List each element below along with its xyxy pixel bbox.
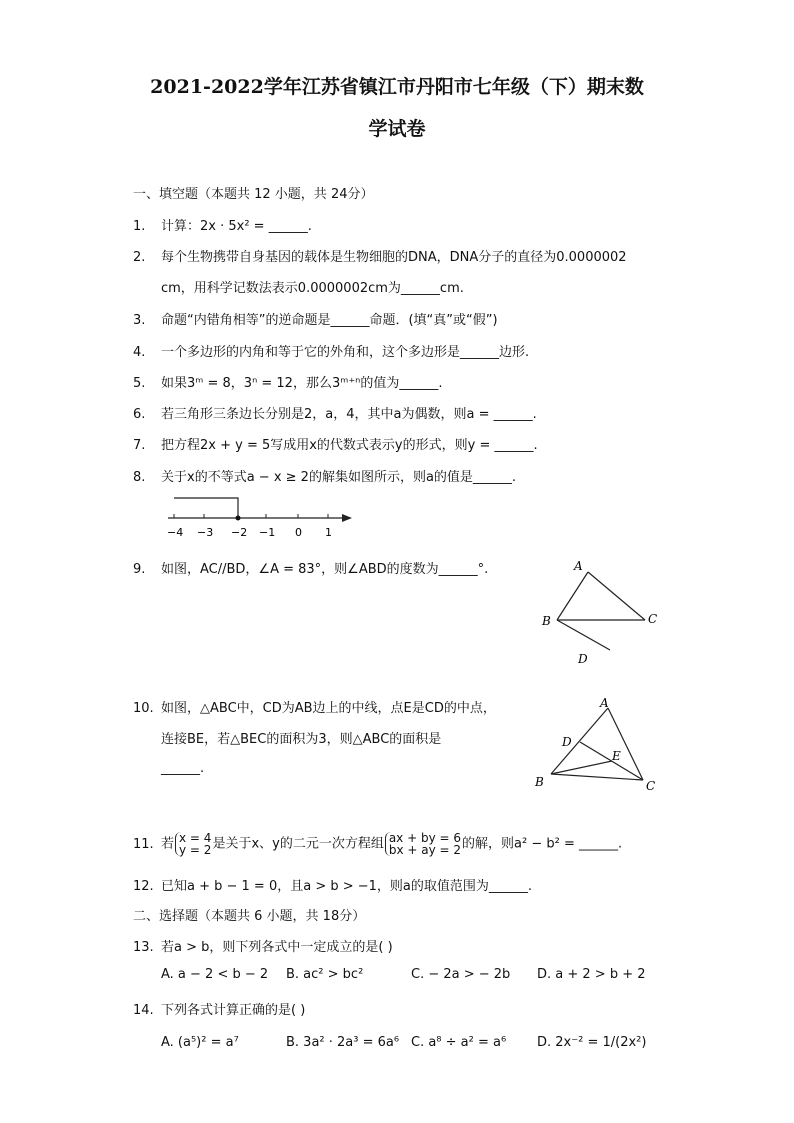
tick-label: −3: [197, 526, 214, 539]
label-e: E: [612, 749, 621, 763]
question-10-cont2: ______.: [161, 761, 205, 776]
question-10: 10. 如图，△ABC中，CD为AB边上的中线，点E是CD的中点，: [133, 701, 496, 716]
option-a: A. a − 2 < b − 2: [161, 967, 269, 982]
question-14: 14. 下列各式计算正确的是( ): [133, 1003, 306, 1018]
equation-system-2: ax + by = 6 bx + ay = 2: [385, 832, 461, 856]
label-c: C: [646, 779, 656, 793]
question-12: 12. 已知a + b − 1 = 0，且a > b > −1，则a的取值范围为______.: [133, 879, 533, 894]
label-d: D: [562, 735, 572, 749]
question-8: 8. 关于x的不等式a − x ≥ 2的解集如图所示，则a的值是______.: [133, 470, 517, 485]
tick-label: −1: [259, 526, 276, 539]
question-2: 2. 每个生物携带自身基因的载体是生物细胞的DNA，DNA分子的直径为0.0000002: [133, 250, 627, 265]
tick-label: −2: [231, 526, 248, 539]
question-7: 7. 把方程2x + y = 5写成用x的代数式表示y的形式，则y = ______.: [133, 438, 538, 453]
question-4: 4. 一个多边形的内角和等于它的外角和，这个多边形是______边形.: [133, 345, 530, 360]
label-a: A: [600, 696, 609, 710]
option-b: B. ac² > bc²: [286, 967, 364, 982]
section-fill-blank: 一、填空题（本题共 12 小题，共 24分）: [133, 187, 374, 202]
question-13: 13. 若a > b，则下列各式中一定成立的是( ): [133, 940, 393, 955]
option-c: C. − 2a > − 2b: [411, 967, 511, 982]
option-b: B. 3a² · 2a³ = 6a⁶: [286, 1035, 400, 1050]
label-a: A: [574, 559, 583, 573]
option-d: D. 2x⁻² = 1/(2x²): [537, 1035, 647, 1050]
numberline-figure: [160, 492, 360, 542]
tick-label: −4: [167, 526, 184, 539]
doc-title-line1: 2021-2022学年江苏省镇江市丹阳市七年级（下）期末数: [150, 76, 644, 98]
question-5: 5. 如果3ᵐ = 8，3ⁿ = 12，那么3ᵐ⁺ⁿ的值为______.: [133, 376, 443, 391]
label-c: C: [648, 612, 658, 626]
option-d: D. a + 2 > b + 2: [537, 967, 646, 982]
question-9: 9. 如图，AC//BD，∠A = 83°，则∠ABD的度数为______°.: [133, 562, 489, 577]
option-a: A. (a⁵)² = a⁷: [161, 1035, 239, 1050]
question-11: 11. 若 x = 4 y = 2是关于x、y的二元一次方程组 ax + by = 6 bx + ay = 2的解，则a² − b² = ______.: [133, 831, 623, 857]
doc-title-line2: 学试卷: [368, 118, 426, 140]
question-3: 3. 命题“内错角相等”的逆命题是______命题．(填“真”或“假”): [133, 313, 498, 328]
option-c: C. a⁸ ÷ a² = a⁶: [411, 1035, 507, 1050]
label-d: D: [578, 652, 588, 666]
tick-label: 0: [295, 526, 302, 539]
label-b: B: [535, 775, 544, 789]
figure-q9: [530, 552, 670, 672]
tick-label: 1: [325, 526, 332, 539]
question-1: 1. 计算：2x · 5x² = ______.: [133, 219, 312, 234]
question-2-cont: cm，用科学记数法表示0.0000002cm为______cm.: [161, 281, 464, 296]
section-multiple-choice: 二、选择题（本题共 6 小题，共 18分）: [133, 909, 366, 924]
figure-q10: [530, 694, 670, 799]
question-6: 6. 若三角形三条边长分别是2，a，4，其中a为偶数，则a = ______.: [133, 407, 537, 422]
label-b: B: [542, 614, 551, 628]
question-10-cont: 连接BE，若△BEC的面积为3，则△ABC的面积是: [161, 732, 442, 747]
equation-system-1: x = 4 y = 2: [175, 832, 211, 856]
